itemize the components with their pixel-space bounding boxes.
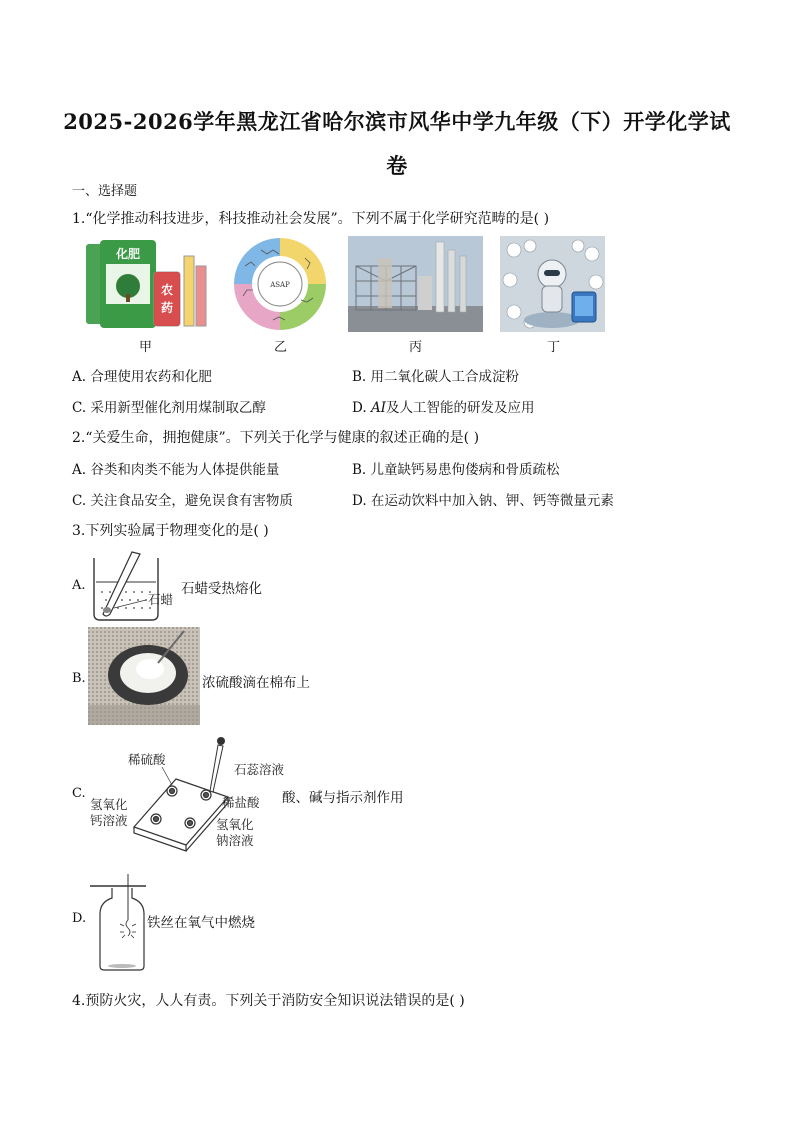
question-4-stem: 4.预防火灾，人人有责。下列关于消防安全知识说法错误的是( ) (72, 993, 465, 1009)
label-naoh-line1: 氢氧化 (216, 817, 254, 832)
q3-option-a-caption: 石蜡受热熔化 (181, 581, 262, 597)
q3-option-d-caption: 铁丝在氧气中燃烧 (147, 915, 255, 931)
q3-option-d-diagram (88, 872, 150, 972)
bag-label: 化肥 (115, 247, 141, 261)
q3-option-a-letter[interactable]: A. (72, 578, 86, 593)
figure-ai-robot (500, 236, 635, 332)
question-1-stem: 1.“化学推动科技进步，科技推动社会发展”。下列不属于化学研究范畴的是( ) (72, 211, 550, 227)
q1-option-b[interactable]: B. 用二氧化碳人工合成淀粉 (352, 369, 520, 385)
q3-option-c-caption: 酸、碱与指示剂作用 (282, 790, 404, 806)
svg-text:药: 药 (160, 301, 174, 315)
q3-option-c-letter[interactable]: C. (72, 786, 86, 801)
paraffin-label: 石蜡 (148, 592, 174, 607)
exam-title-line2: 卷 (386, 153, 408, 178)
question-2-stem: 2.“关爱生命，拥抱健康”。下列关于化学与健康的叙述正确的是( ) (72, 430, 480, 446)
q1-option-a[interactable]: A. 合理使用农药和化肥 (72, 369, 212, 385)
q1-option-d[interactable]: D. AI及人工智能的研发及应用 (352, 400, 535, 416)
label-litmus-solution: 石蕊溶液 (234, 762, 285, 777)
label-caoh2-line1: 氢氧化 (90, 797, 128, 812)
q3-option-b-letter[interactable]: B. (72, 671, 86, 686)
question-3-stem: 3.下列实验属于物理变化的是( ) (72, 523, 269, 539)
q2-option-d[interactable]: D. 在运动饮料中加入钠、钾、钙等微量元素 (352, 493, 614, 509)
label-dilute-sulfuric-acid: 稀硫酸 (128, 752, 166, 767)
figure-label-ding: 丁 (546, 340, 560, 355)
figure-starch-synthesis-cycle (213, 236, 348, 332)
section-heading: 一、选择题 (72, 184, 138, 199)
q1-option-c[interactable]: C. 采用新型催化剂用煤制取乙醇 (72, 400, 266, 416)
exam-title (60, 100, 734, 188)
svg-text:农: 农 (160, 283, 174, 297)
label-naoh-line2: 钠溶液 (216, 833, 254, 848)
q3-option-a-diagram (88, 552, 180, 624)
q2-option-a[interactable]: A. 谷类和肉类不能为人体提供能量 (72, 462, 280, 478)
q2-option-b[interactable]: B. 儿童缺钙易患佝偻病和骨质疏松 (352, 462, 560, 478)
label-hydrochloric-acid: 稀盐酸 (222, 795, 260, 810)
label-caoh2-line2: 钙溶液 (90, 813, 128, 828)
exam-title-line1: 2025-2026学年黑龙江省哈尔滨市风华中学九年级（下）开学化学试 (63, 109, 731, 134)
cycle-center-text: ASAP (270, 281, 290, 289)
q3-option-c-diagram (88, 735, 285, 855)
q3-option-d-letter[interactable]: D. (72, 911, 87, 926)
figure-fertilizer-pesticide (78, 236, 213, 332)
q2-option-c[interactable]: C. 关注食品安全，避免误食有害物质 (72, 493, 293, 509)
figure-label-jia: 甲 (138, 340, 152, 355)
figure-chemical-plant (348, 236, 483, 332)
q3-option-b-caption: 浓硫酸滴在棉布上 (202, 675, 310, 691)
figure-label-bing: 丙 (408, 340, 422, 355)
question-1-figures (78, 236, 618, 355)
q3-option-b-photo (88, 627, 200, 725)
figure-label-yi: 乙 (273, 340, 287, 355)
